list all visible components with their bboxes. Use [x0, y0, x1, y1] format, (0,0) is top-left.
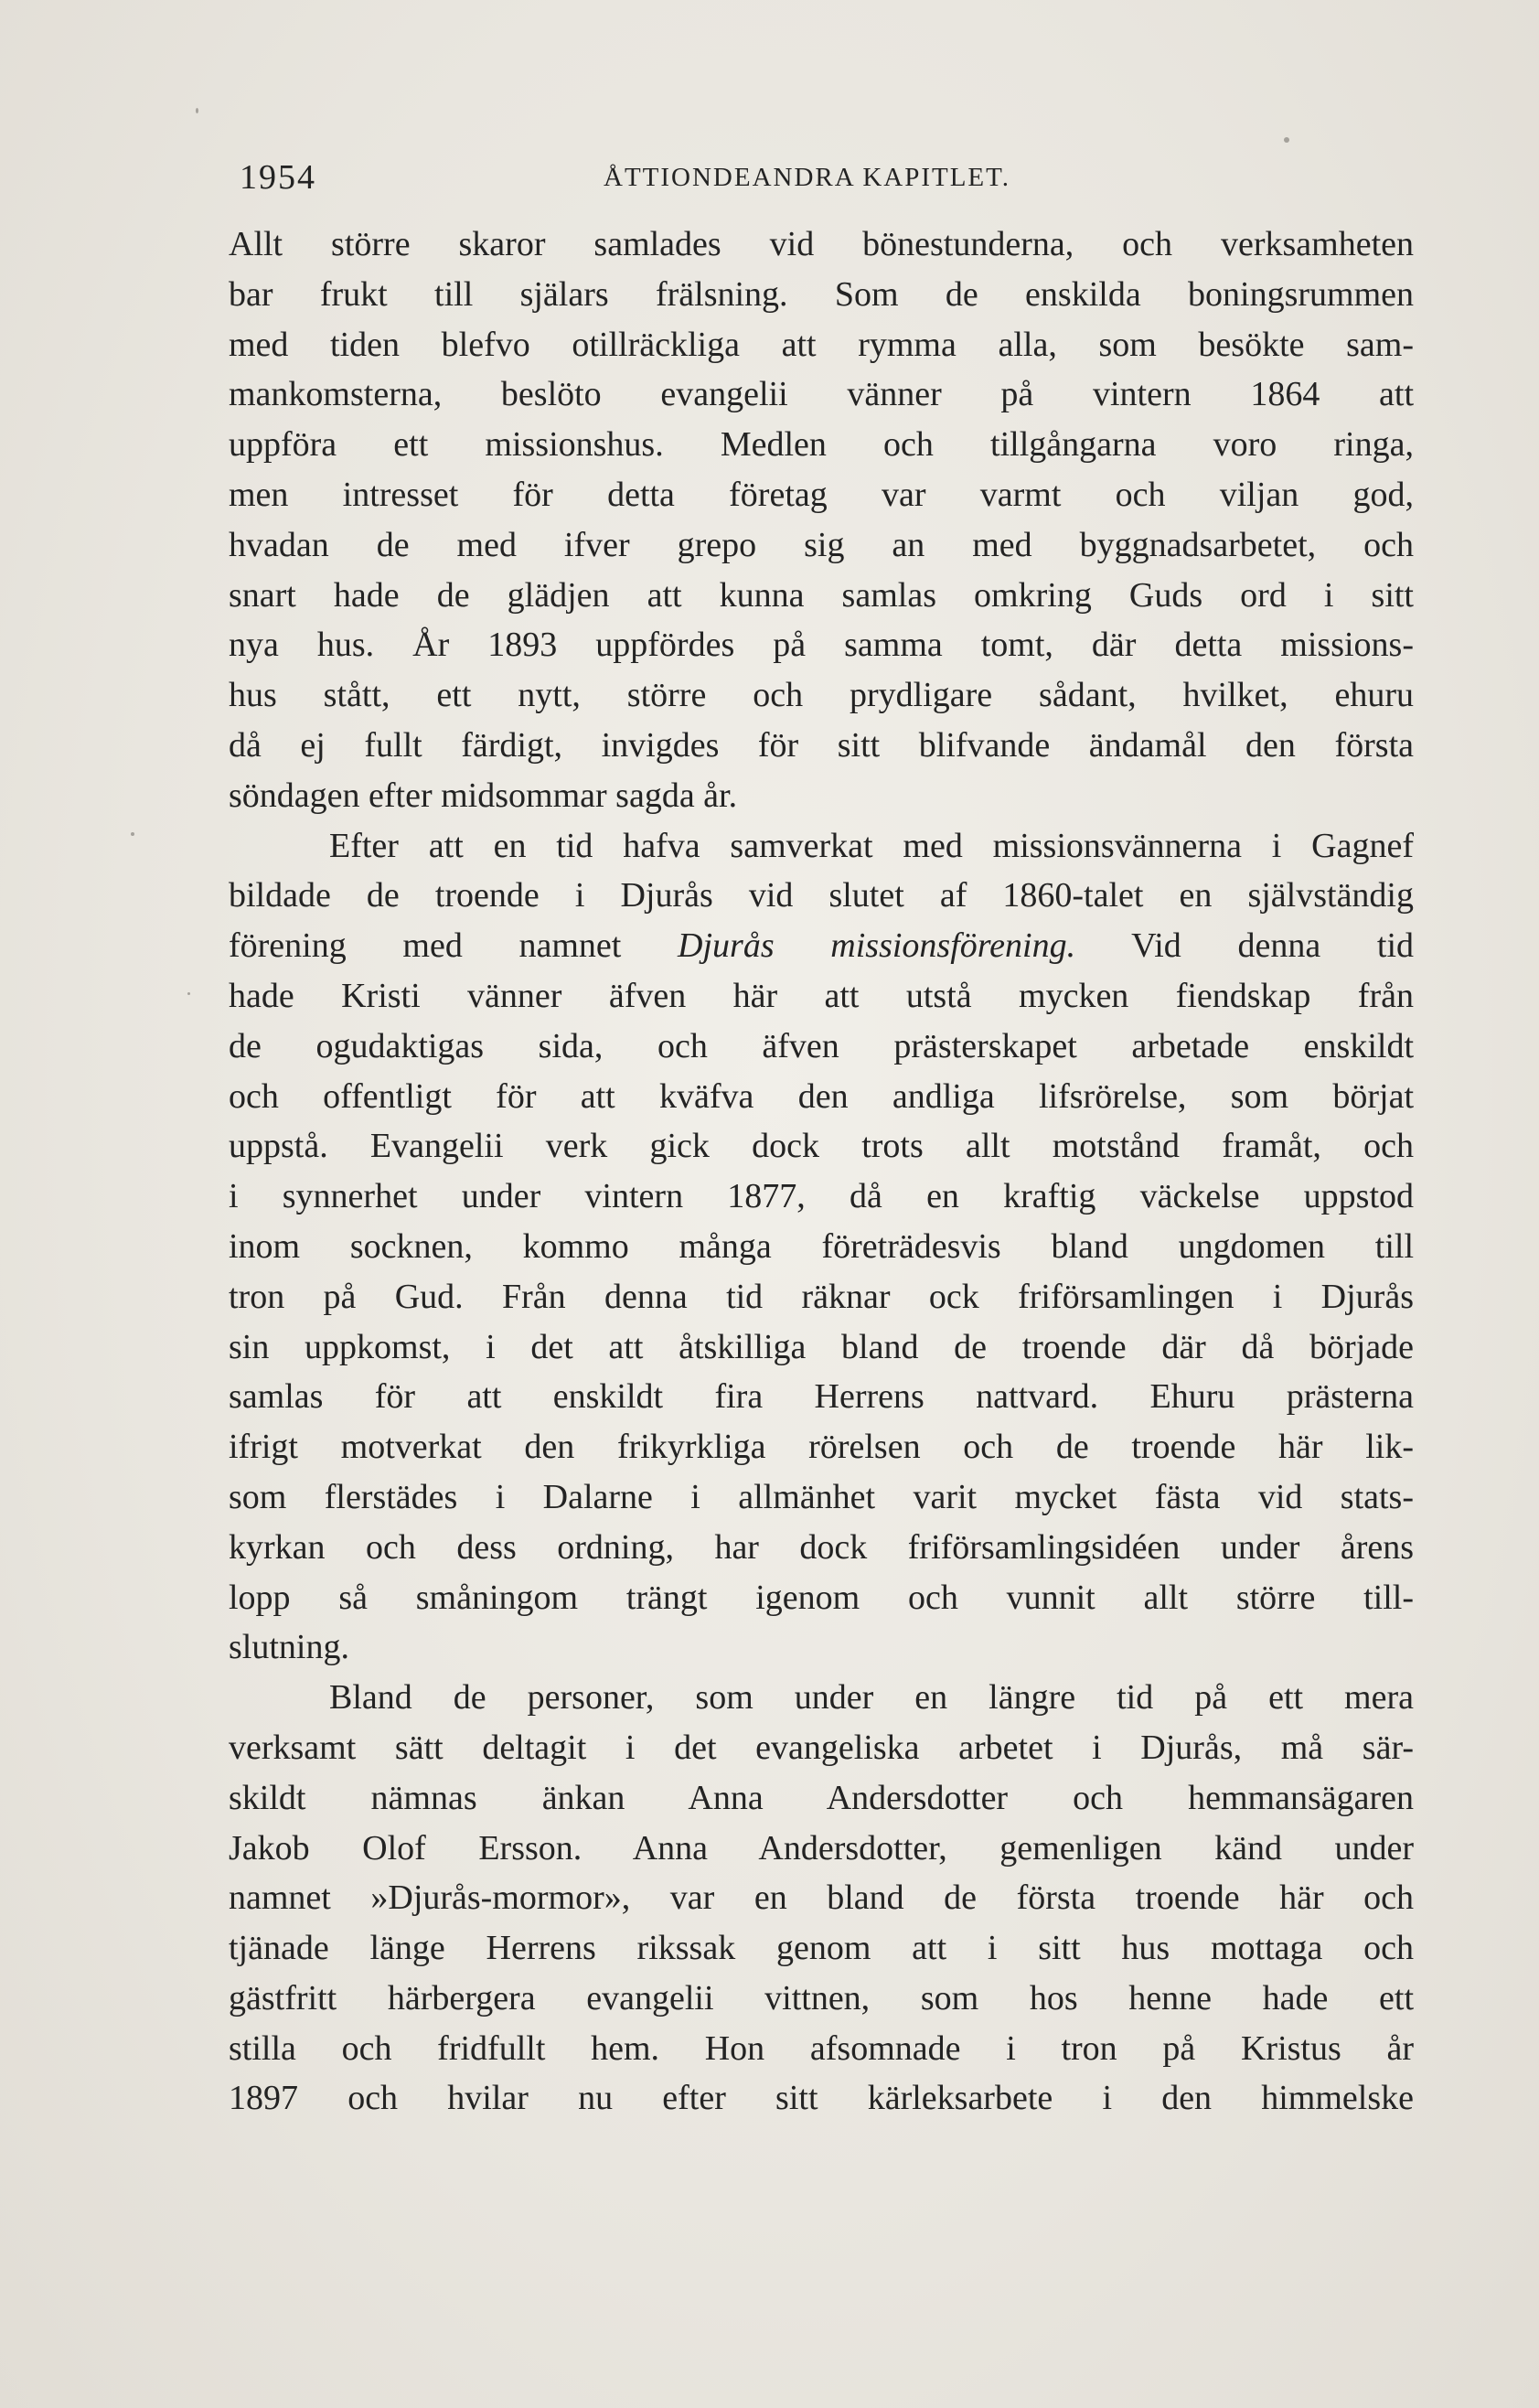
text-line: tron på Gud. Från denna tid räknar ock friförsamlingen i Djurås	[229, 1277, 1414, 1316]
text-line: i synnerhet under vintern 1877, då en kraftig väckelse uppstod	[229, 1177, 1414, 1216]
text-line: snart hade de glädjen att kunna samlas omkring Guds ord i sitt	[229, 575, 1414, 615]
text-line: de ogudaktigas sida, och äfven prästerskapet arbetade enskildt	[229, 1026, 1414, 1065]
paragraph-1	[229, 219, 1414, 821]
text-line: med tiden blefvo otillräckliga att rymma alla, som besökte sam-	[229, 325, 1414, 364]
text-line: hvadan de med ifver grepo sig an med byggnadsarbetet, och	[229, 525, 1414, 564]
text-fragment: Vid denna tid	[1131, 926, 1414, 966]
paper-speck	[1284, 137, 1289, 143]
text-line: hus stått, ett nytt, större och prydligare sådant, hvilket, ehuru	[229, 676, 1414, 715]
paper-speck	[187, 992, 190, 995]
italic-association-name: Djurås missionsförening.	[678, 926, 1076, 966]
text-line: skildt nämnas änkan Anna Andersdotter och hemmansägaren	[229, 1778, 1414, 1817]
text-line: stilla och fridfullt hem. Hon afsomnade i tron på Kristus år	[229, 2028, 1414, 2068]
text-line: lopp så småningom trängt igenom och vunnit allt större till-	[229, 1578, 1414, 1617]
paragraph-3	[229, 1673, 1414, 2124]
running-head: ÅTTIONDEANDRA KAPITLET.	[604, 163, 1010, 192]
text-line: bar frukt till själars frälsning. Som de enskilda boningsrummen	[229, 274, 1414, 314]
text-line: Jakob Olof Ersson. Anna Andersdotter, gemenligen känd under	[229, 1828, 1414, 1868]
text-line: ifrigt motverkat den frikyrkliga rörelsen och de troende här lik-	[229, 1428, 1414, 1467]
text-line: Efter att en tid hafva samverkat med missionsvännerna i Gagnef	[329, 826, 1414, 865]
text-line: och offentligt för att kväfva den andliga lifsrörelse, som börjat	[229, 1076, 1414, 1116]
body-text	[229, 219, 1414, 2124]
text-line: då ej fullt färdigt, invigdes för sitt blifvande ändamål den första	[229, 725, 1414, 765]
text-line: inom socknen, kommo många företrädesvis bland ungdomen till	[229, 1226, 1414, 1266]
text-line: nya hus. År 1893 uppfördes på samma tomt, där detta missions-	[229, 626, 1414, 665]
text-line: uppföra ett missionshus. Medlen och tillgångarna voro ringa,	[229, 425, 1414, 465]
text-line-with-italic	[229, 921, 1414, 971]
text-line: mankomsterna, beslöto evangelii vänner på vintern 1864 att	[229, 375, 1414, 414]
text-line: samlas för att enskildt fira Herrens nattvard. Ehuru prästerna	[229, 1377, 1414, 1417]
text-line: tjänade länge Herrens rikssak genom att i sitt hus mottaga och	[229, 1929, 1414, 1968]
text-line: hade Kristi vänner äfven här att utstå mycken fiendskap från	[229, 976, 1414, 1015]
text-line: som flerstädes i Dalarne i allmänhet varit mycket fästa vid stats-	[229, 1477, 1414, 1516]
text-line: namnet »Djurås-mormor», var en bland de första troende här och	[229, 1878, 1414, 1918]
paragraph-2	[229, 821, 1414, 1674]
page-header	[240, 157, 1081, 198]
text-line: söndagen efter midsommar sagda år.	[229, 776, 738, 815]
text-line: Allt större skaror samlades vid bönestunderna, och verksamheten	[229, 225, 1414, 263]
text-line: gästfritt härbergera evangelii vittnen, som hos henne hade ett	[229, 1978, 1414, 2017]
text-line: kyrkan och dess ordning, har dock friförsamlingsidéen under årens	[229, 1527, 1414, 1567]
page-number: 1954	[240, 158, 316, 197]
text-line: 1897 och hvilar nu efter sitt kärleksarbete i den himmelske	[229, 2079, 1414, 2118]
text-line: men intresset för detta företag var varmt och viljan god,	[229, 475, 1414, 514]
text-line: bildade de troende i Djurås vid slutet af 1860-talet en självständig	[229, 876, 1414, 915]
text-line: slutning.	[229, 1628, 349, 1667]
text-fragment: förening med namnet	[229, 926, 622, 966]
paper-speck	[131, 832, 134, 836]
paper-speck	[196, 108, 198, 113]
text-line: sin uppkomst, i det att åtskilliga bland de troende där då började	[229, 1327, 1414, 1366]
text-line: verksamt sätt deltagit i det evangeliska arbetet i Djurås, må sär-	[229, 1728, 1414, 1767]
text-line: uppstå. Evangelii verk gick dock trots allt motstånd framåt, och	[229, 1127, 1414, 1166]
text-line: Bland de personer, som under en längre tid på ett mera	[329, 1678, 1414, 1718]
